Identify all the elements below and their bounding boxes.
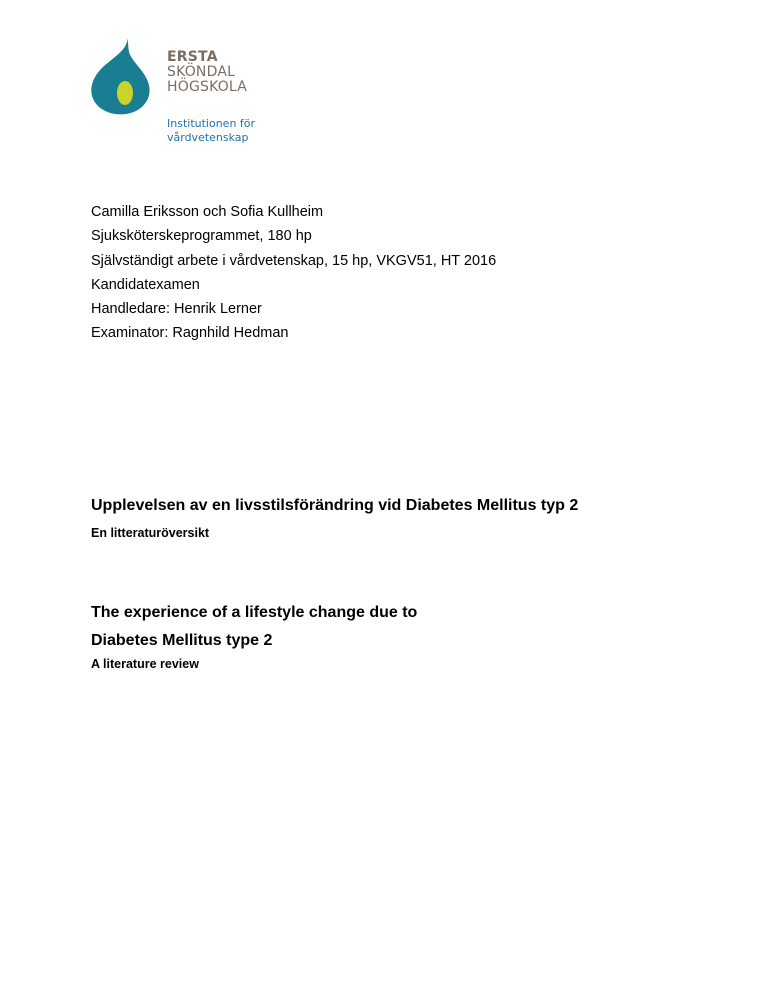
logo-line-1: ERSTA bbox=[167, 49, 218, 65]
logo-line-2: SKÖNDAL bbox=[167, 64, 236, 80]
logo-line-3: HÖGSKOLA bbox=[167, 79, 248, 95]
title-swedish: Upplevelsen av en livsstilsförändring vid Diabetes Mellitus typ 2 bbox=[91, 497, 579, 514]
supervisor: Handledare: Henrik Lerner bbox=[91, 301, 262, 318]
title-english-line-2: Diabetes Mellitus type 2 bbox=[91, 632, 273, 649]
logo-department-line-1: Institutionen för bbox=[167, 117, 256, 130]
authors: Camilla Eriksson och Sofia Kullheim bbox=[91, 204, 324, 220]
institution-logo bbox=[88, 36, 288, 152]
degree: Kandidatexamen bbox=[91, 276, 200, 293]
subtitle-english: A literature review bbox=[91, 657, 199, 671]
examiner: Examinator: Ragnhild Hedman bbox=[91, 325, 289, 342]
course: Självständigt arbete i vårdvetenskap, 15 hp, VKGV51, HT 2016 bbox=[91, 252, 497, 269]
subtitle-swedish: En litteraturöversikt bbox=[91, 526, 210, 540]
logo-department bbox=[167, 117, 255, 145]
title-english bbox=[91, 599, 417, 655]
thesis-info-block bbox=[91, 200, 496, 346]
program: Sjuksköterskeprogrammet, 180 hp bbox=[91, 228, 312, 245]
drop-logo-icon bbox=[88, 36, 160, 116]
logo-department-line-2: vårdvetenskap bbox=[167, 131, 249, 144]
title-english-line-1: The experience of a lifestyle change due to bbox=[91, 604, 418, 621]
logo-wordmark bbox=[167, 50, 247, 95]
